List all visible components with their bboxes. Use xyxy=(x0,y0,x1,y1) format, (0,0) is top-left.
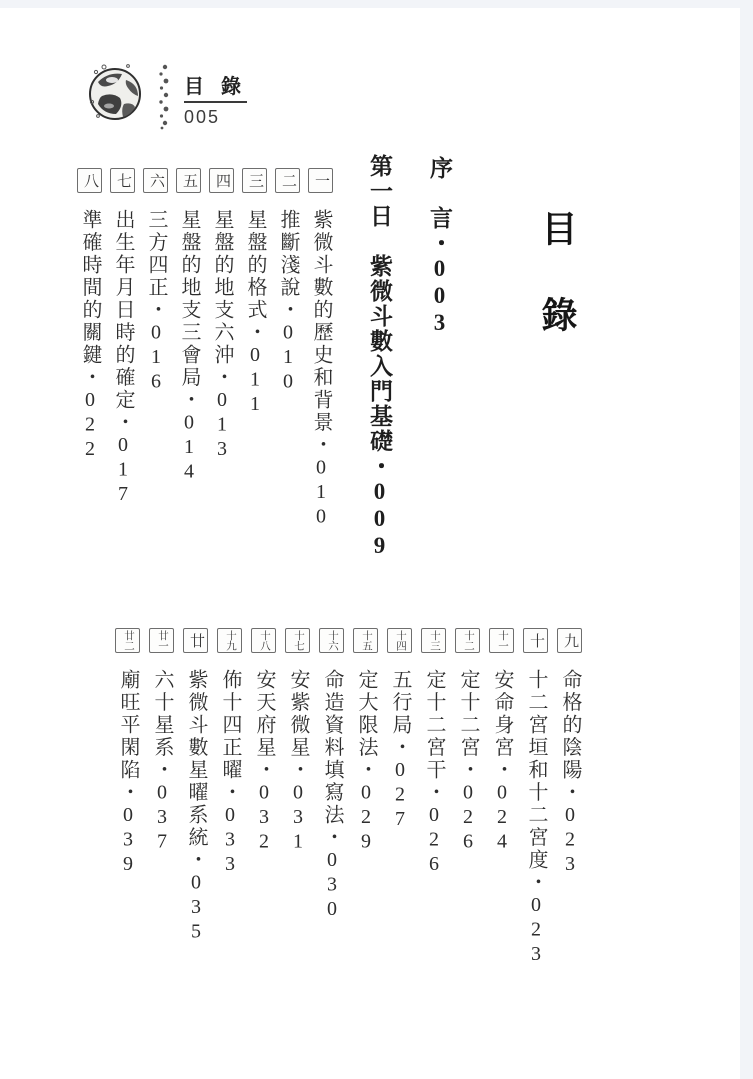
entry-number-box xyxy=(353,628,378,653)
dot-separator: ・ xyxy=(310,434,332,457)
entry-label: 紫微斗數的歷史和背景 xyxy=(310,209,332,434)
entry-number: 七 xyxy=(115,173,131,188)
entry-number: 十 xyxy=(528,633,544,648)
toc-entry xyxy=(175,146,204,598)
entry-label: 準確時間的關鍵 xyxy=(79,209,101,367)
beaded-divider xyxy=(157,64,171,130)
toc-entry xyxy=(454,606,483,1050)
entry-page: 022 xyxy=(79,389,101,463)
toc-entry xyxy=(420,606,449,1050)
entry-number-box xyxy=(176,168,201,193)
entry-number: 九 xyxy=(562,633,578,648)
entry-label: 命格的陰陽 xyxy=(559,669,581,782)
entry-label: 定十二宮 xyxy=(457,669,479,759)
entry-number: 十七 xyxy=(293,630,304,651)
entry-text xyxy=(321,669,343,923)
toc-entry xyxy=(109,146,138,598)
entry-label: 安天府星 xyxy=(253,669,275,759)
toc-entry xyxy=(307,146,336,598)
entry-text xyxy=(244,209,266,418)
entry-text xyxy=(178,209,200,485)
toc-entry xyxy=(522,606,551,1050)
entry-text xyxy=(287,669,309,855)
entry-number: 十五 xyxy=(361,630,372,651)
running-head-page-number: 005 xyxy=(184,107,221,127)
entry-label: 出生年月日時的確定 xyxy=(112,209,134,412)
entry-page: 009 xyxy=(367,479,392,560)
entry-number: 六 xyxy=(148,173,164,188)
entry-number-box xyxy=(387,628,412,653)
entry-text xyxy=(423,669,445,878)
entry-page: 024 xyxy=(491,781,513,855)
entry-text xyxy=(310,209,332,530)
entry-label: 定十二宮干 xyxy=(423,669,445,782)
entry-page: 037 xyxy=(151,781,173,855)
entry-label: 安命身宮 xyxy=(491,669,513,759)
running-head xyxy=(184,62,247,128)
entry-number-box xyxy=(251,628,276,653)
entry-text xyxy=(355,669,377,855)
entry-number-box xyxy=(421,628,446,653)
chapter-heading-entry xyxy=(363,146,396,598)
toc-entry xyxy=(142,146,171,598)
entry-number: 十九 xyxy=(225,630,236,651)
entry-page: 026 xyxy=(457,781,479,855)
entry-number-box xyxy=(209,168,234,193)
entry-number-box xyxy=(110,168,135,193)
entry-number: 二 xyxy=(280,173,296,188)
page-header xyxy=(88,62,247,130)
entry-number: 八 xyxy=(82,173,98,188)
toc-entry xyxy=(274,146,303,598)
entry-text xyxy=(219,669,241,878)
dot-separator: ・ xyxy=(79,366,101,389)
entry-number: 四 xyxy=(214,173,230,188)
dot-separator: ・ xyxy=(321,826,343,849)
toc-entry xyxy=(182,606,211,1050)
dot-separator: ・ xyxy=(491,759,513,782)
dot-separator: ・ xyxy=(145,299,167,322)
entry-text xyxy=(525,669,547,968)
entry-number: 廿二 xyxy=(123,630,134,651)
entry-number: 廿一 xyxy=(157,630,168,651)
entry-number-box xyxy=(115,628,140,653)
entry-page: 031 xyxy=(287,781,309,855)
entry-page: 029 xyxy=(355,781,377,855)
toc-entry xyxy=(250,606,279,1050)
entry-text xyxy=(185,669,207,945)
entry-number: 十六 xyxy=(327,630,338,651)
dot-separator: ・ xyxy=(151,759,173,782)
dot-separator: ・ xyxy=(427,231,452,256)
entry-number: 十三 xyxy=(429,630,440,651)
toc-entry xyxy=(352,606,381,1050)
entry-number-box xyxy=(149,628,174,653)
dot-separator: ・ xyxy=(389,736,411,759)
entry-text xyxy=(79,209,101,463)
entry-page: 016 xyxy=(145,321,167,395)
entry-label: 第一日 紫微斗數入門基礎 xyxy=(367,154,392,454)
entry-number: 十二 xyxy=(463,630,474,651)
entry-label: 命造資料填寫法 xyxy=(321,669,343,827)
entry-text xyxy=(211,209,233,463)
entry-page: 010 xyxy=(277,321,299,395)
entry-number: 十一 xyxy=(497,630,508,651)
entry-label: 六十星系 xyxy=(151,669,173,759)
entry-number-box xyxy=(489,628,514,653)
toc-entry xyxy=(148,606,177,1050)
toc-section-bottom xyxy=(109,606,590,1050)
entry-number-box xyxy=(275,168,300,193)
entry-label: 佈十四正曜 xyxy=(219,669,241,782)
toc-entry xyxy=(556,606,585,1050)
entry-number: 五 xyxy=(181,173,197,188)
toc-entry xyxy=(114,606,143,1050)
toc-entry xyxy=(488,606,517,1050)
globe-doodle-icon xyxy=(88,62,144,122)
dot-separator: ・ xyxy=(117,781,139,804)
toc-entry xyxy=(208,146,237,598)
dot-separator: ・ xyxy=(178,389,200,412)
entry-number-box xyxy=(308,168,333,193)
entry-number-box xyxy=(285,628,310,653)
entry-page: 032 xyxy=(253,781,275,855)
entry-page: 014 xyxy=(178,411,200,485)
dot-separator: ・ xyxy=(185,849,207,872)
entry-label: 星盤的地支六沖 xyxy=(211,209,233,367)
entry-page: 033 xyxy=(219,804,241,878)
entry-text xyxy=(277,209,299,395)
dot-separator: ・ xyxy=(457,759,479,782)
toc-section-top xyxy=(72,146,587,598)
dot-separator: ・ xyxy=(277,299,299,322)
entry-label: 三方四正 xyxy=(145,209,167,299)
dot-separator: ・ xyxy=(253,759,275,782)
toc-entry xyxy=(386,606,415,1050)
entry-label: 廟旺平閑陷 xyxy=(117,669,139,782)
toc-entry xyxy=(284,606,313,1050)
entry-label: 定大限法 xyxy=(355,669,377,759)
entry-number: 十四 xyxy=(395,630,406,651)
entry-text xyxy=(559,669,581,878)
dot-separator: ・ xyxy=(244,321,266,344)
entry-text xyxy=(112,209,134,508)
entry-page: 026 xyxy=(423,804,445,878)
entry-page: 039 xyxy=(117,804,139,878)
entry-page: 030 xyxy=(321,849,343,923)
dot-separator: ・ xyxy=(355,759,377,782)
entry-page: 010 xyxy=(310,456,332,530)
running-head-title: 目 錄 xyxy=(184,70,247,103)
entry-text xyxy=(145,209,167,395)
entry-page: 017 xyxy=(112,434,134,508)
entry-label: 星盤的格式 xyxy=(244,209,266,322)
entry-number-box xyxy=(557,628,582,653)
entry-text xyxy=(117,669,139,878)
dot-separator: ・ xyxy=(423,781,445,804)
entry-number: 三 xyxy=(247,173,263,188)
entry-number-box xyxy=(143,168,168,193)
entry-label: 紫微斗數星曜系統 xyxy=(185,669,207,849)
dot-separator: ・ xyxy=(559,781,581,804)
dot-separator: ・ xyxy=(525,871,547,894)
entry-number: 十八 xyxy=(259,630,270,651)
entry-label: 星盤的地支三會局 xyxy=(178,209,200,389)
entry-number-box xyxy=(242,168,267,193)
entry-text xyxy=(491,669,513,855)
entry-label: 序 言 xyxy=(427,156,452,231)
entry-number-box xyxy=(319,628,344,653)
entry-page: 003 xyxy=(427,256,452,337)
entry-page: 011 xyxy=(244,344,266,418)
entry-text xyxy=(253,669,275,855)
entry-page: 023 xyxy=(525,894,547,968)
entry-page: 035 xyxy=(185,871,207,945)
entry-label: 五行局 xyxy=(389,669,411,737)
toc-entry xyxy=(318,606,347,1050)
dot-separator: ・ xyxy=(219,781,241,804)
entry-text xyxy=(151,669,173,855)
entry-number: 一 xyxy=(313,173,329,188)
entry-number-box xyxy=(523,628,548,653)
entry-text xyxy=(457,669,479,855)
dot-separator: ・ xyxy=(287,759,309,782)
entry-number-box xyxy=(77,168,102,193)
entry-label: 安紫微星 xyxy=(287,669,309,759)
toc-entry xyxy=(76,146,105,598)
entry-number-box xyxy=(217,628,242,653)
entry-page: 023 xyxy=(559,804,581,878)
toc-entry xyxy=(216,606,245,1050)
entry-text xyxy=(389,669,411,833)
scanned-book-page xyxy=(0,8,740,1079)
entry-number-box xyxy=(455,628,480,653)
entry-label: 十二宮垣和十二宮度 xyxy=(525,669,547,872)
dot-separator: ・ xyxy=(367,454,392,479)
dot-separator: ・ xyxy=(211,366,233,389)
entry-number: 廿 xyxy=(188,633,204,648)
entry-number-box xyxy=(183,628,208,653)
entry-page: 013 xyxy=(211,389,233,463)
preface-entry xyxy=(423,146,456,598)
toc-main-title: 目 錄 xyxy=(537,210,577,339)
dot-separator: ・ xyxy=(112,411,134,434)
entry-page: 027 xyxy=(389,759,411,833)
entry-label: 推斷淺說 xyxy=(277,209,299,299)
toc-entry xyxy=(241,146,270,598)
